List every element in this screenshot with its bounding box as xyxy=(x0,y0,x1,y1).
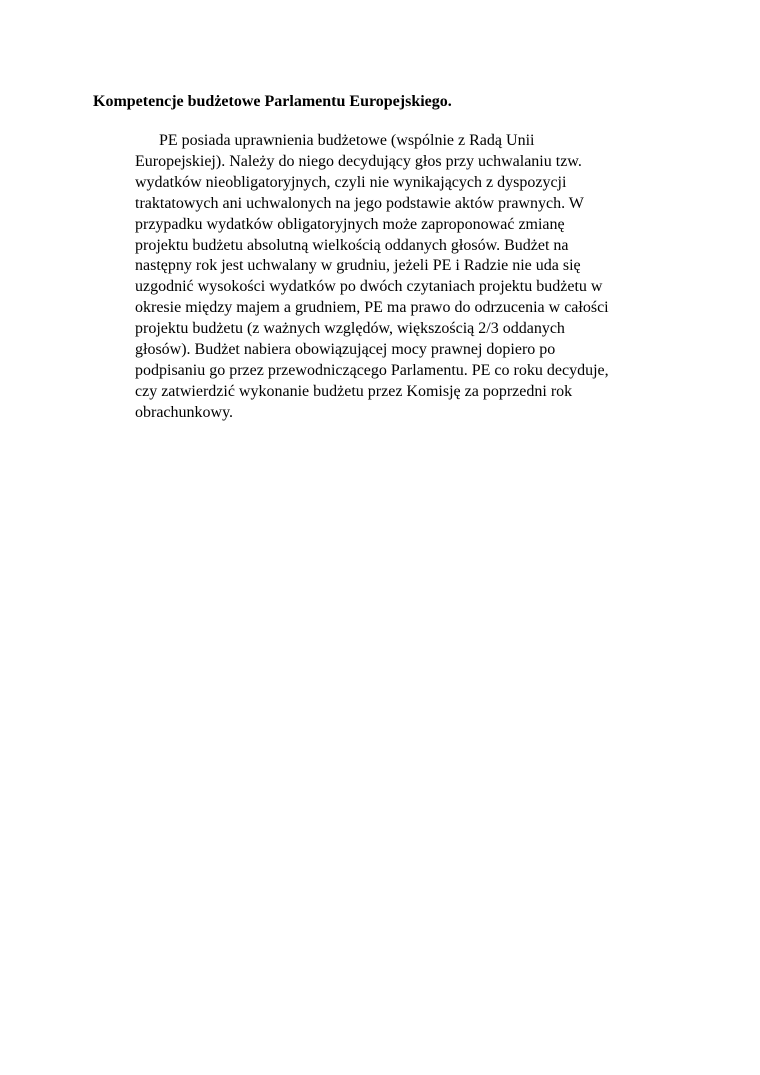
paragraph-line: obrachunkowy. xyxy=(135,403,234,421)
body-paragraph xyxy=(135,131,695,424)
paragraph-line: traktatowych ani uchwalonych na jego podstawie aktów prawnych. W xyxy=(135,194,584,212)
paragraph-line: następny rok jest uchwalany w grudniu, jeżeli PE i Radzie nie uda się xyxy=(135,257,581,275)
paragraph-line: przypadku wydatków obligatoryjnych może zaproponować zmianę xyxy=(135,215,565,233)
paragraph-line: podpisaniu go przez przewodniczącego Parlamentu. PE co roku decyduje, xyxy=(135,361,609,379)
paragraph-line: projektu budżetu (z ważnych względów, większością 2/3 oddanych xyxy=(135,320,565,338)
paragraph-line: głosów). Budżet nabiera obowiązującej mocy prawnej dopiero po xyxy=(135,341,556,359)
paragraph-line: czy zatwierdzić wykonanie budżetu przez Komisję za poprzedni rok xyxy=(135,382,573,400)
paragraph-line: wydatków nieobligatoryjnych, czyli nie wynikających z dyspozycji xyxy=(135,173,567,191)
paragraph-line: Europejskiej). Należy do niego decydujący głos przy uchwalaniu tzw. xyxy=(135,152,582,170)
paragraph-line: PE posiada uprawnienia budżetowe (wspólnie z Radą Unii xyxy=(159,132,535,149)
document-title: Kompetencje budżetowe Parlamentu Europejskiego. xyxy=(93,93,452,110)
paragraph-line: uzgodnić wysokości wydatków po dwóch czytaniach projektu budżetu w xyxy=(135,278,603,296)
paragraph-line: projektu budżetu absolutną wielkością oddanych głosów. Budżet na xyxy=(135,236,569,254)
paragraph-line: okresie między majem a grudniem, PE ma prawo do odrzucenia w całości xyxy=(135,299,609,317)
